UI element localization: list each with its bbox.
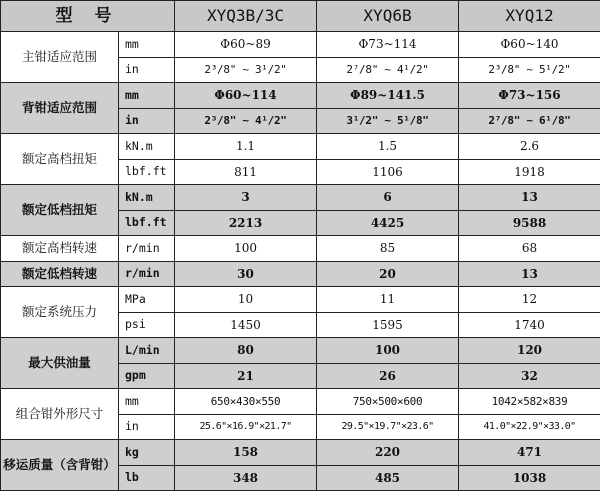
unit-cell: psi — [119, 312, 175, 338]
param-label: 最大供油量 — [1, 338, 119, 389]
value-cell: Φ89~141.5 — [317, 83, 459, 109]
value-cell: 2213 — [175, 210, 317, 236]
value-cell: 811 — [175, 159, 317, 185]
value-cell: 12 — [459, 287, 600, 313]
value-cell: 1450 — [175, 312, 317, 338]
param-label: 组合钳外形尺寸 — [1, 389, 119, 440]
param-label: 额定低档转速 — [1, 261, 119, 287]
model-name: XYQ12 — [459, 1, 600, 32]
value-cell: 1918 — [459, 159, 600, 185]
unit-cell: r/min — [119, 261, 175, 287]
model-name: XYQ6B — [317, 1, 459, 32]
unit-cell: mm — [119, 83, 175, 109]
param-label: 移运质量（含背钳） — [1, 440, 119, 491]
value-cell: 2.6 — [459, 134, 600, 160]
table-row — [1, 261, 600, 287]
value-cell: 1042×582×839 — [459, 389, 600, 415]
value-cell: 80 — [175, 338, 317, 364]
value-cell: Φ73~156 — [459, 83, 600, 109]
value-cell: 13 — [459, 185, 600, 211]
value-cell: 1595 — [317, 312, 459, 338]
value-cell: 21 — [175, 363, 317, 389]
value-cell: 2⁷/8" ~ 4¹/2" — [317, 57, 459, 83]
value-cell: 13 — [459, 261, 600, 287]
unit-cell: L/min — [119, 338, 175, 364]
value-cell: 10 — [175, 287, 317, 313]
value-cell: 1740 — [459, 312, 600, 338]
unit-cell: kN.m — [119, 134, 175, 160]
table-row — [1, 83, 600, 109]
value-cell: 3 — [175, 185, 317, 211]
value-cell: 2³/8" ~ 5¹/2" — [459, 57, 600, 83]
value-cell: 26 — [317, 363, 459, 389]
param-label: 额定系统压力 — [1, 287, 119, 338]
unit-cell: kg — [119, 440, 175, 466]
value-cell: Φ73~114 — [317, 32, 459, 58]
param-label: 额定低档扭矩 — [1, 185, 119, 236]
value-cell: Φ60~114 — [175, 83, 317, 109]
value-cell: 3¹/2" ~ 5¹/8" — [317, 108, 459, 134]
value-cell: 85 — [317, 236, 459, 262]
table-row — [1, 236, 600, 262]
table-row — [1, 440, 600, 466]
value-cell: Φ60~89 — [175, 32, 317, 58]
table-row — [1, 32, 600, 58]
value-cell: 2⁷/8" ~ 6¹/8" — [459, 108, 600, 134]
value-cell: Φ60~140 — [459, 32, 600, 58]
param-label: 额定高档转速 — [1, 236, 119, 262]
value-cell: 6 — [317, 185, 459, 211]
value-cell: 41.0"×22.9"×33.0" — [459, 414, 600, 440]
table-row — [1, 134, 600, 160]
value-cell: 650×430×550 — [175, 389, 317, 415]
param-label: 额定高档扭矩 — [1, 134, 119, 185]
unit-cell: lbf.ft — [119, 159, 175, 185]
value-cell: 158 — [175, 440, 317, 466]
value-cell: 100 — [175, 236, 317, 262]
value-cell: 1038 — [459, 465, 600, 491]
value-cell: 220 — [317, 440, 459, 466]
value-cell: 2³/8" ~ 4¹/2" — [175, 108, 317, 134]
value-cell: 485 — [317, 465, 459, 491]
value-cell: 1.5 — [317, 134, 459, 160]
unit-cell: in — [119, 108, 175, 134]
unit-cell: lb — [119, 465, 175, 491]
unit-cell: mm — [119, 32, 175, 58]
unit-cell: lbf.ft — [119, 210, 175, 236]
value-cell: 9588 — [459, 210, 600, 236]
value-cell: 30 — [175, 261, 317, 287]
value-cell: 750×500×600 — [317, 389, 459, 415]
value-cell: 2³/8" ~ 3¹/2" — [175, 57, 317, 83]
unit-cell: mm — [119, 389, 175, 415]
value-cell: 29.5"×19.7"×23.6" — [317, 414, 459, 440]
value-cell: 471 — [459, 440, 600, 466]
value-cell: 1.1 — [175, 134, 317, 160]
table-row — [1, 287, 600, 313]
value-cell: 32 — [459, 363, 600, 389]
unit-cell: MPa — [119, 287, 175, 313]
unit-cell: in — [119, 57, 175, 83]
value-cell: 1106 — [317, 159, 459, 185]
value-cell: 120 — [459, 338, 600, 364]
table-row — [1, 338, 600, 364]
value-cell: 348 — [175, 465, 317, 491]
value-cell: 68 — [459, 236, 600, 262]
value-cell: 11 — [317, 287, 459, 313]
unit-cell: r/min — [119, 236, 175, 262]
model-name: XYQ3B/3C — [175, 1, 317, 32]
param-label: 背钳适应范围 — [1, 83, 119, 134]
table-row — [1, 389, 600, 415]
value-cell: 4425 — [317, 210, 459, 236]
value-cell: 100 — [317, 338, 459, 364]
value-cell: 20 — [317, 261, 459, 287]
table-row — [1, 185, 600, 211]
value-cell: 25.6"×16.9"×21.7" — [175, 414, 317, 440]
param-label: 主钳适应范围 — [1, 32, 119, 83]
unit-cell: in — [119, 414, 175, 440]
unit-cell: kN.m — [119, 185, 175, 211]
header-row — [1, 1, 600, 32]
model-header-label: 型 号 — [1, 1, 175, 32]
unit-cell: gpm — [119, 363, 175, 389]
